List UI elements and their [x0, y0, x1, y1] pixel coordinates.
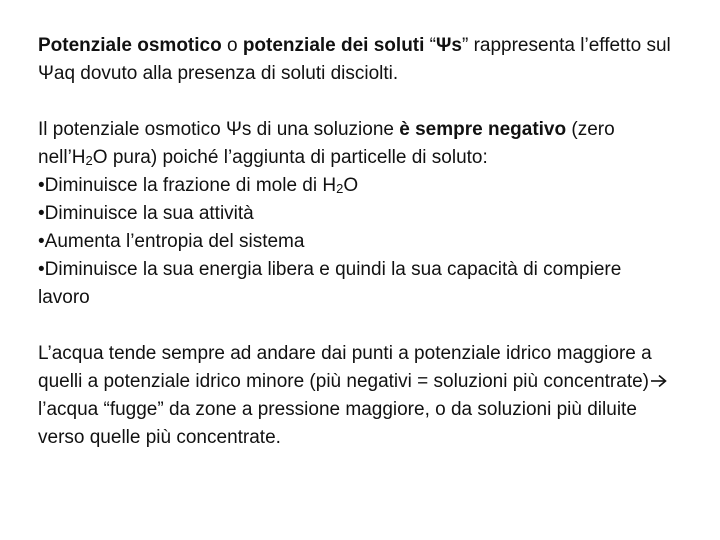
bullet-list — [38, 172, 678, 312]
text-water-escapes: l’acqua “fugge” da zone a pressione maggiore, o da soluzioni più diluite verso quelle più concentrate. — [38, 399, 637, 448]
subscript-2: 2 — [85, 153, 93, 168]
right-arrow-icon — [650, 374, 668, 388]
text-water-flow: L’acqua tende sempre ad andare dai punti a potenziale idrico maggiore a quelli a potenziale idrico minore (più negativi = soluzioni più concentrate) — [38, 343, 652, 392]
text-solute-addition: O pura) poiché l’aggiunta di particelle di soluto: — [92, 147, 488, 168]
list-item: •Diminuisce la sua energia libera e quindi la sua capacità di compiere lavoro — [38, 259, 622, 308]
bullet-mole-fraction-end: O — [343, 175, 359, 196]
paragraph-definition — [38, 32, 678, 88]
slide-content — [38, 32, 678, 452]
paragraph-water-flow — [38, 340, 678, 452]
text-always-negative: è sempre negativo — [399, 119, 567, 140]
text-negative-intro: Il potenziale osmotico Ψs di una soluzione — [38, 119, 400, 140]
list-item — [38, 172, 678, 200]
text-open-quote: “ — [424, 35, 437, 56]
text-definition-rest: ” rappresenta l’effetto sul Ψaq dovuto alla presenza di soluti disciolti. — [38, 35, 671, 84]
text-connector: o — [221, 35, 243, 56]
paragraph-negative — [38, 116, 678, 172]
term-solute-potential: potenziale dei soluti — [242, 35, 425, 56]
list-item: •Aumenta l’entropia del sistema — [38, 231, 305, 252]
list-item: •Diminuisce la sua attività — [38, 203, 254, 224]
bullet-mole-fraction: •Diminuisce la frazione di mole di H — [38, 175, 337, 196]
symbol-psi-s: Ψs — [436, 35, 462, 56]
text-pure-water: (zero nell’H — [38, 119, 615, 168]
term-osmotic-potential: Potenziale osmotico — [38, 35, 222, 56]
subscript-2: 2 — [336, 181, 344, 196]
